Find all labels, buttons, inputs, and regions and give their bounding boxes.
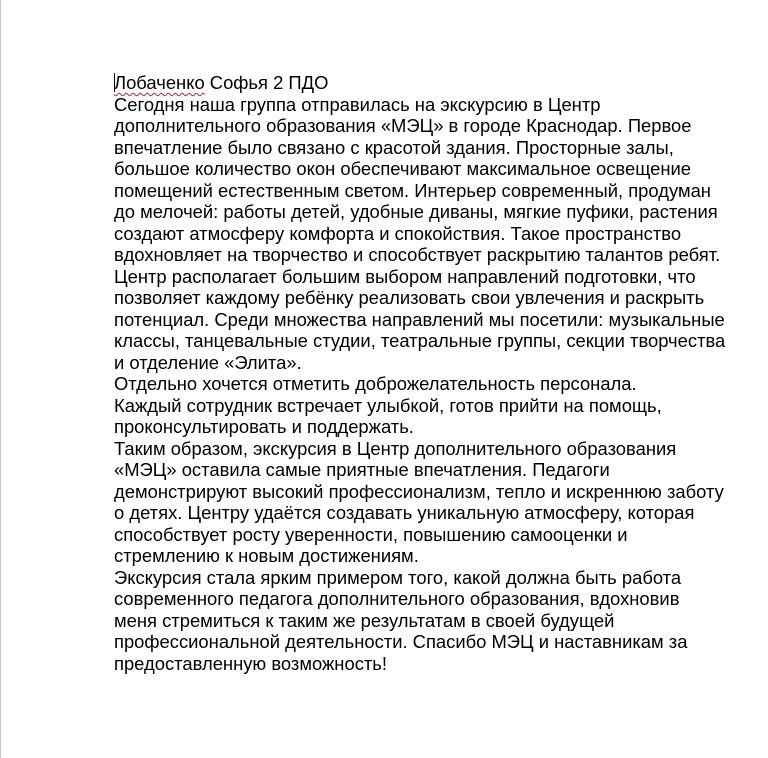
- text-line: меня стремиться к таким же результатам в своей будущей: [114, 609, 615, 631]
- text-line: стремлению к новым достижениям.: [114, 545, 419, 566]
- author-line: [114, 72, 744, 94]
- text-line: позволяет каждому ребёнку реализовать свои увлечения и раскрыть: [114, 287, 705, 308]
- author-line-rest: Софья 2 ПДО: [204, 72, 329, 93]
- text-line: Таким образом, экскурсия в Центр дополнительного образования: [114, 437, 677, 459]
- text-line: впечатление было связано с красотой здания. Просторные залы,: [114, 136, 674, 158]
- misspelled-surname[interactable]: Лобаченко: [114, 72, 205, 93]
- text-line: профессиональной деятельности. Спасибо МЭЦ и наставникам за: [114, 631, 688, 652]
- text-line: создают атмосферу комфорта и спокойствия. Такое пространство: [114, 222, 682, 244]
- text-line: потенциал. Среди множества направлений мы посетили: музыкальные: [114, 308, 725, 330]
- text-line: Сегодня наша группа отправилась на экскурсию в Центр: [114, 93, 601, 115]
- text-line: Центр располагает большим выбором направлений подготовки, что: [114, 265, 696, 287]
- text-line: Экскурсия стала ярким примером того, какой должна быть работа: [114, 566, 682, 588]
- text-line: «МЭЦ» оставила самые приятные впечатления. Педагоги: [114, 459, 610, 480]
- text-line: классы, танцевальные студии, театральные группы, секции творчества: [114, 330, 726, 351]
- text-line: Каждый сотрудник встречает улыбкой, готов прийти на помощь,: [114, 394, 662, 416]
- text-line: до мелочей: работы детей, удобные диваны, мягкие пуфики, растения: [114, 201, 718, 222]
- text-line: предоставленную возможность!: [114, 652, 388, 674]
- document-body[interactable]: [114, 72, 744, 674]
- text-line: большое количество окон обеспечивают максимальное освещение: [114, 158, 692, 179]
- text-line: способствует росту уверенности, повышению самооценки и: [114, 523, 628, 545]
- text-line: демонстрируют высокий профессионализм, тепло и искреннюю заботу: [114, 480, 724, 502]
- text-line: вдохновляет на творчество и способствует раскрытию талантов ребят.: [114, 244, 721, 265]
- text-line: помещений естественным светом. Интерьер современный, продуман: [114, 179, 711, 201]
- text-line: и отделение «Элита».: [114, 351, 302, 373]
- text-line: о детях. Центру удаётся создавать уникальную атмосферу, которая: [114, 502, 695, 523]
- text-line: проконсультировать и поддержать.: [114, 416, 414, 437]
- text-line: дополнительного образования «МЭЦ» в городе Краснодар. Первое: [114, 115, 692, 136]
- text-line: современного педагога дополнительного образования, вдохновив: [114, 588, 680, 609]
- text-line: Отдельно хочется отметить доброжелательность персонала.: [114, 373, 637, 394]
